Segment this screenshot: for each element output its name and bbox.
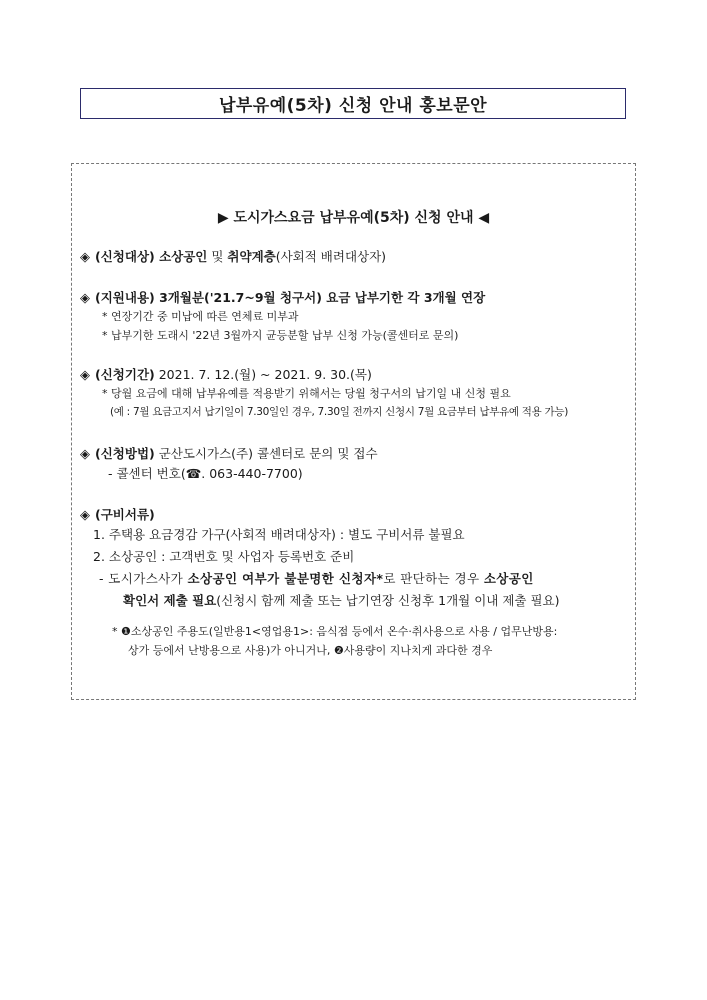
dash-text-a: - 도시가스사가 — [99, 571, 188, 586]
support-note-1: * 연장기간 중 미납에 따른 연체료 미부과 — [102, 310, 299, 323]
target-vulnerable: 취약계층 — [227, 249, 276, 264]
target-label: (신청대상) — [95, 249, 155, 264]
period-note-2: (예 : 7월 요금고지서 납기일이 7.30일인 경우, 7.30일 전까지 신청시 7월 요금부터 납부유예 적용 가능) — [110, 406, 569, 418]
diamond-bullet-icon: ◈ — [80, 368, 90, 383]
section-method — [80, 445, 629, 485]
target-and: 및 — [207, 249, 228, 264]
notice-panel — [71, 163, 636, 700]
dash-text-c: 로 판단하는 경우 — [383, 571, 484, 586]
document-title: 납부유예(5차) 신청 안내 홍보문안 — [218, 96, 488, 116]
section-documents — [80, 506, 629, 660]
diamond-bullet-icon: ◈ — [80, 447, 90, 462]
target-note: (사회적 배려대상자) — [275, 249, 387, 264]
diamond-bullet-icon: ◈ — [80, 508, 90, 523]
section-support — [80, 289, 629, 345]
period-label: (신청기간) — [95, 367, 155, 382]
documents-footnote-1: * ❶소상공인 주용도(일반용1<영업용1>: 음식점 등에서 온수·취사용으로 사용 / 업무난방용: — [112, 625, 558, 638]
support-note-2: * 납부기한 도래시 '22년 3월까지 균등분할 납부 신청 가능(콜센터로 문의) — [102, 329, 459, 342]
target-smallbiz: 소상공인 — [154, 249, 208, 264]
documents-item-1: 1. 주택용 요금경감 가구(사회적 배려대상자) : 별도 구비서류 불필요 — [93, 527, 465, 542]
section-period — [80, 366, 629, 422]
documents-dash-line-1 — [80, 568, 629, 590]
dash-text-d: 소상공인 — [483, 571, 534, 586]
callcenter-number: - 콜센터 번호(☎. 063-440-7700) — [108, 466, 303, 481]
documents-dash-line-2 — [80, 590, 629, 612]
method-text: 군산도시가스(주) 콜센터로 문의 및 접수 — [154, 446, 378, 461]
section-target — [80, 248, 629, 266]
diamond-bullet-icon: ◈ — [80, 291, 90, 306]
period-note-1: * 당월 요금에 대해 납부유예를 적용받기 위해서는 당월 청구서의 납기일 내 신청 필요 — [102, 387, 511, 400]
method-label: (신청방법) — [95, 446, 155, 461]
dash-text-e: 확인서 제출 필요 — [123, 593, 217, 608]
documents-item-2: 2. 소상공인 : 고객번호 및 사업자 등록번호 준비 — [93, 549, 355, 564]
notice-heading: ▶ 도시가스요금 납부유예(5차) 신청 안내 ◀ — [217, 210, 490, 226]
dash-text-f: (신청시 함께 제출 또는 납기연장 신청후 1개월 이내 제출 필요) — [216, 593, 560, 608]
diamond-bullet-icon: ◈ — [80, 250, 90, 265]
period-dates: 2021. 7. 12.(월) ~ 2021. 9. 30.(목) — [154, 367, 372, 382]
dash-text-b: 소상공인 여부가 불분명한 신청자* — [187, 571, 384, 586]
documents-label: (구비서류) — [95, 507, 155, 522]
documents-footnote-2: 상가 등에서 난방용으로 사용)가 아니거나, ❷사용량이 지나치게 과다한 경우 — [128, 644, 493, 657]
document-title-box — [80, 88, 626, 119]
support-text: (지원내용) 3개월분('21.7~9월 청구서) 요금 납부기한 각 3개월 연장 — [95, 290, 486, 305]
